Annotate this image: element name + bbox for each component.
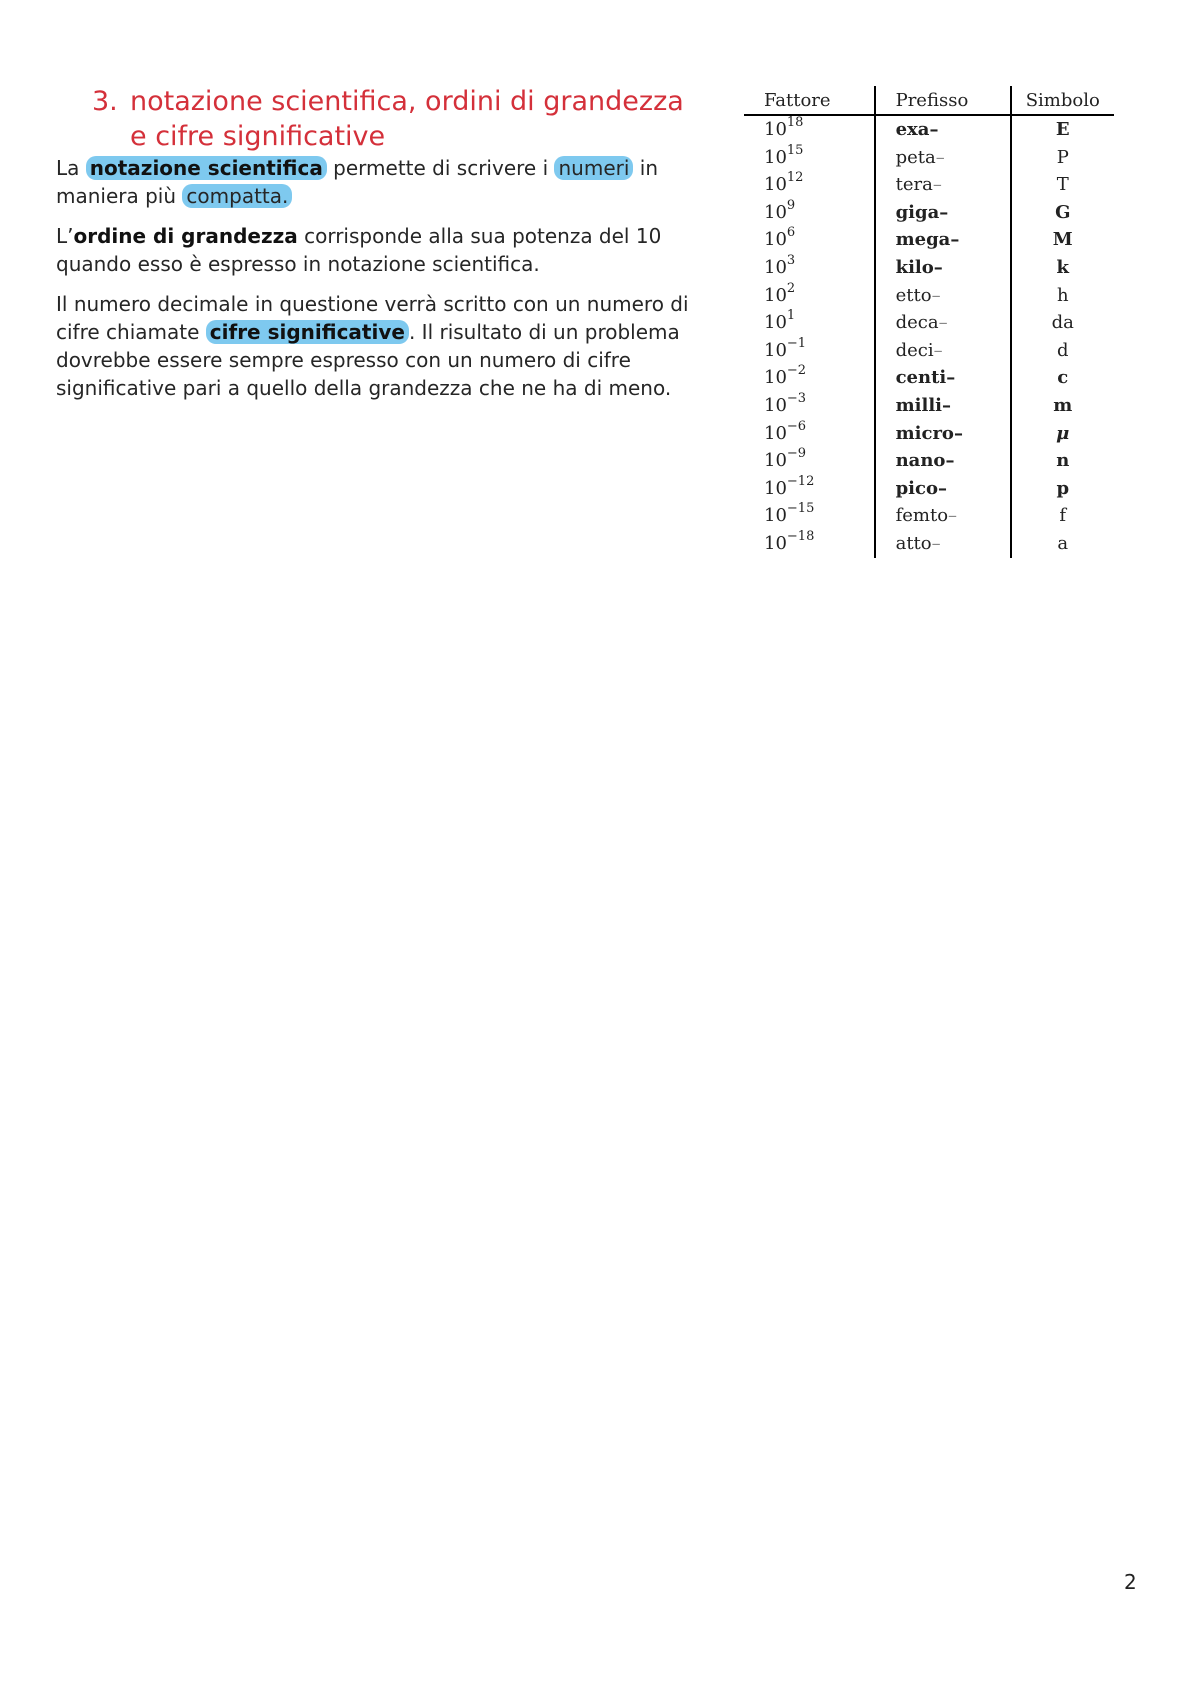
- table-header-row: [744, 86, 1114, 115]
- cell-factor: [744, 502, 875, 530]
- factor-exponent: 1: [786, 308, 796, 324]
- cell-prefix: [875, 392, 1011, 420]
- cell-factor: [744, 447, 875, 475]
- prefix-dash: –: [938, 312, 948, 334]
- table-row: [744, 475, 1114, 503]
- cell-symbol: M: [1052, 229, 1073, 251]
- table-row: [744, 364, 1114, 392]
- cell-symbol: E: [1055, 119, 1070, 140]
- cell-symbol: h: [1056, 284, 1069, 306]
- prefix-dash: –: [953, 422, 963, 444]
- cell-factor: [744, 171, 875, 199]
- cell-symbol: μ: [1056, 422, 1070, 444]
- prefix-dash: –: [937, 477, 947, 499]
- cell-factor: [744, 420, 875, 448]
- prefix-dash: –: [950, 229, 960, 251]
- prefix-name: femto: [895, 505, 949, 527]
- cell-factor: [744, 199, 875, 227]
- heading-line-2: e cifre significative: [130, 121, 386, 152]
- cell-symbol: P: [1056, 146, 1069, 168]
- prefix-name: kilo: [895, 256, 934, 278]
- cell-prefix: [875, 447, 1011, 475]
- factor-base: 10: [764, 284, 787, 306]
- prefix-dash: –: [946, 367, 956, 389]
- factor-exponent: 9: [786, 197, 796, 213]
- prefix-dash: –: [948, 505, 958, 527]
- factor-exponent: −18: [786, 528, 815, 544]
- cell-symbol: f: [1059, 505, 1067, 527]
- prefix-dash: –: [939, 201, 949, 223]
- factor-base: 10: [764, 119, 787, 140]
- page-number: 2: [1124, 1570, 1137, 1594]
- cell-symbol: d: [1057, 339, 1069, 361]
- si-prefix-table-wrapper: [744, 86, 1114, 558]
- cell-prefix: [875, 337, 1011, 365]
- cell-symbol: n: [1056, 450, 1070, 472]
- factor-exponent: 6: [786, 225, 796, 241]
- cell-prefix: [875, 254, 1011, 282]
- cell-symbol: da: [1051, 312, 1074, 334]
- cell-prefix: [875, 475, 1011, 503]
- text-fragment: corrisponde alla sua potenza del 10 quando esso è espresso in notazione scientifica.: [56, 224, 662, 276]
- prefix-name: giga: [895, 201, 940, 223]
- cell-factor: [744, 309, 875, 337]
- cell-prefix: [875, 199, 1011, 227]
- section-heading: [92, 84, 732, 154]
- table-row: [744, 199, 1114, 227]
- text-fragment: in maniera più: [56, 156, 658, 208]
- highlight-numeri: numeri: [554, 156, 633, 180]
- factor-base: 10: [764, 450, 787, 472]
- paragraph-scientific-notation: [56, 154, 726, 210]
- cell-symbol: k: [1056, 256, 1069, 278]
- factor-base: 10: [764, 477, 787, 499]
- table-row: [744, 447, 1114, 475]
- cell-factor: [744, 115, 875, 144]
- text-fragment: L’: [56, 224, 74, 248]
- prefix-dash: –: [932, 174, 942, 196]
- cell-factor: [744, 392, 875, 420]
- table-row: [744, 502, 1114, 530]
- table-row: [744, 392, 1114, 420]
- table-row: [744, 115, 1114, 144]
- factor-base: 10: [764, 532, 787, 554]
- cell-prefix: [875, 530, 1011, 558]
- factor-base: 10: [764, 174, 787, 196]
- body-text: [56, 154, 726, 414]
- cell-prefix: [875, 282, 1011, 310]
- factor-exponent: 18: [786, 115, 804, 130]
- header-prefisso: Prefisso: [875, 86, 1011, 115]
- cell-prefix: [875, 171, 1011, 199]
- cell-prefix: [875, 364, 1011, 392]
- prefix-dash: –: [929, 119, 939, 140]
- prefix-name: mega: [895, 229, 951, 251]
- factor-exponent: 12: [786, 170, 804, 186]
- text-fragment: Il numero decimale in questione verrà scritto con un numero di cifre chiamate: [56, 292, 689, 344]
- factor-base: 10: [764, 256, 787, 278]
- factor-exponent: −3: [786, 390, 807, 406]
- si-prefix-table: [744, 86, 1114, 558]
- bold-ordine-di-grandezza: ordine di grandezza: [73, 224, 298, 248]
- factor-base: 10: [764, 312, 787, 334]
- prefix-dash: –: [933, 339, 943, 361]
- factor-exponent: −6: [786, 418, 807, 434]
- factor-exponent: 2: [786, 280, 796, 296]
- factor-exponent: −1: [786, 335, 807, 351]
- prefix-name: nano: [895, 450, 946, 472]
- header-simbolo: Simbolo: [1011, 86, 1114, 115]
- cell-prefix: [875, 309, 1011, 337]
- prefix-dash: –: [933, 256, 943, 278]
- factor-exponent: −9: [786, 446, 807, 462]
- cell-symbol: G: [1055, 201, 1071, 223]
- cell-factor: [744, 337, 875, 365]
- table-row: [744, 254, 1114, 282]
- factor-exponent: 3: [786, 252, 796, 268]
- cell-factor: [744, 282, 875, 310]
- factor-base: 10: [764, 339, 787, 361]
- prefix-name: deci: [895, 339, 934, 361]
- factor-base: 10: [764, 146, 787, 168]
- cell-symbol: c: [1057, 367, 1069, 389]
- cell-prefix: [875, 115, 1011, 144]
- factor-base: 10: [764, 505, 787, 527]
- cell-symbol: m: [1053, 394, 1073, 416]
- prefix-name: centi: [895, 367, 947, 389]
- prefix-dash: –: [935, 146, 945, 168]
- highlight-compatta: compatta.: [182, 184, 292, 208]
- factor-base: 10: [764, 367, 787, 389]
- factor-base: 10: [764, 422, 787, 444]
- table-row: [744, 171, 1114, 199]
- highlight-notazione-scientifica: [86, 156, 327, 180]
- table-row: [744, 530, 1114, 558]
- prefix-name: peta: [895, 146, 936, 168]
- table-row: [744, 282, 1114, 310]
- prefix-dash: –: [942, 394, 951, 416]
- cell-factor: [744, 364, 875, 392]
- prefix-name: exa: [895, 119, 930, 140]
- text-fragment: La: [56, 156, 80, 180]
- text-fragment: . Il risultato di un problema dovrebbe essere sempre espresso con un numero di cifre significative pari a quello della grandezza che ne ha di meno.: [56, 320, 680, 400]
- header-fattore: Fattore: [744, 86, 875, 115]
- cell-symbol: a: [1057, 532, 1069, 554]
- table-body: [744, 115, 1114, 558]
- cell-factor: [744, 530, 875, 558]
- table-row: [744, 309, 1114, 337]
- factor-exponent: −12: [786, 473, 815, 489]
- table-row: [744, 337, 1114, 365]
- bold-term: cifre significative: [209, 320, 405, 344]
- prefix-dash: –: [931, 284, 941, 306]
- cell-factor: [744, 475, 875, 503]
- factor-exponent: 15: [786, 142, 804, 158]
- cell-symbol: p: [1056, 477, 1070, 499]
- cell-prefix: [875, 226, 1011, 254]
- prefix-name: pico: [895, 477, 938, 499]
- table-row: [744, 226, 1114, 254]
- cell-factor: [744, 254, 875, 282]
- text-fragment: permette di scrivere i: [333, 156, 549, 180]
- prefix-name: micro: [895, 422, 954, 444]
- heading-line-1: notazione scientifica, ordini di grandezza: [130, 86, 684, 117]
- paragraph-order-of-magnitude: [56, 222, 726, 278]
- paragraph-significant-figures: [56, 290, 726, 402]
- prefix-name: etto: [895, 284, 932, 306]
- section-number: 3.: [92, 86, 118, 117]
- factor-base: 10: [764, 229, 787, 251]
- table-row: [744, 144, 1114, 172]
- highlight-cifre-significative: [206, 320, 409, 344]
- cell-factor: [744, 144, 875, 172]
- cell-factor: [744, 226, 875, 254]
- prefix-dash: –: [945, 450, 955, 472]
- prefix-name: milli: [895, 394, 942, 416]
- table-row: [744, 420, 1114, 448]
- prefix-name: tera: [895, 174, 933, 196]
- factor-exponent: −15: [786, 501, 815, 517]
- cell-prefix: [875, 420, 1011, 448]
- factor-base: 10: [764, 201, 787, 223]
- factor-base: 10: [764, 394, 787, 416]
- cell-prefix: [875, 144, 1011, 172]
- prefix-dash: –: [931, 532, 941, 554]
- cell-symbol: T: [1056, 174, 1069, 196]
- factor-exponent: −2: [786, 363, 807, 379]
- prefix-name: deca: [895, 312, 939, 334]
- prefix-name: atto: [895, 532, 932, 554]
- bold-term: notazione scientifica: [89, 156, 323, 180]
- cell-prefix: [875, 502, 1011, 530]
